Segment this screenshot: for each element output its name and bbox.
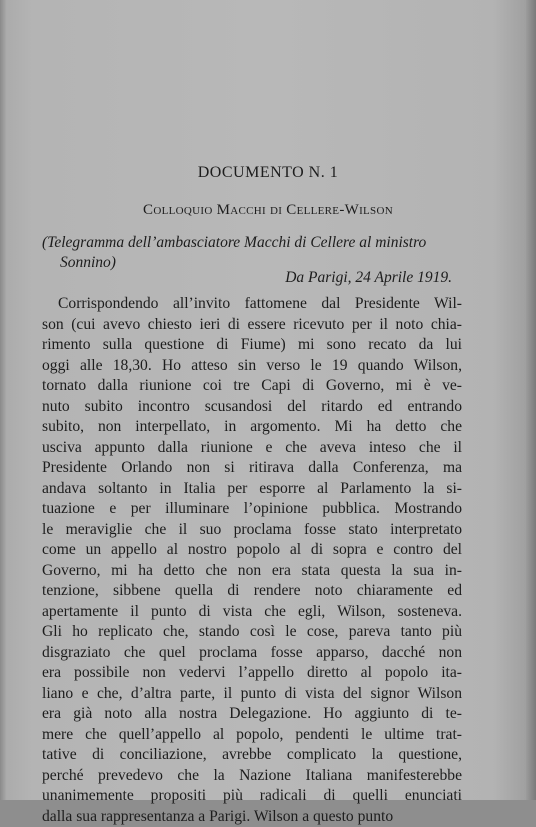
page-edge-shadow	[526, 0, 536, 800]
body-line: dalla sua rappresentanza a Parigi. Wilson a questo punto	[42, 807, 462, 827]
telegram-note-line-2: Sonnino)	[42, 253, 482, 273]
body-line: le meraviglie che il suo proclama fosse stato interpretato	[42, 520, 462, 541]
document-heading: DOCUMENTO N. 1	[0, 164, 536, 182]
body-line: era già noto alla nostra Delegazione. Ho aggiunto di te-	[42, 704, 462, 725]
body-line: rimento sulla questione di Fiume) mi sono recato da lui	[42, 335, 462, 356]
body-line: come un appello al nostro popolo al di sopra e contro del	[42, 540, 462, 561]
body-line: Presidente Orlando non si ritirava dalla Conferenza, ma	[42, 458, 462, 479]
body-line: Corrispondendo all’invito fattomene dal Presidente Wil-	[42, 294, 462, 315]
telegram-note	[42, 233, 482, 273]
body-line: tative di conciliazione, avrebbe complicato la questione,	[42, 745, 462, 766]
dateline: Da Parigi, 24 Aprile 1919.	[285, 269, 452, 287]
body-line: perché prevedevo che la Nazione Italiana manifesterebbe	[42, 766, 462, 787]
body-line: apertamente il punto di vista che egli, Wilson, sosteneva.	[42, 602, 462, 623]
body-line: disgraziato che quel proclama fosse apparso, dacché non	[42, 643, 462, 664]
body-line: son (cui avevo chiesto ieri di essere ricevuto per il noto chia-	[42, 315, 462, 336]
body-line: unanimemente propositi più radicali di quelli enunciati	[42, 786, 462, 807]
body-line: tenzione, sibbene quella di rendere noto chiaramente ed	[42, 581, 462, 602]
body-line: Governo, mi ha detto che non era stata questa la sua in-	[42, 561, 462, 582]
body-line: era possibile non vedervi l’appello diretto al popolo ita-	[42, 663, 462, 684]
body-line: mere che quell’appello al popolo, pendenti le ultime trat-	[42, 725, 462, 746]
body-line: andava soltanto in Italia per esporre al Parlamento la si-	[42, 479, 462, 500]
body-line: Gli ho replicato che, stando così le cose, pareva tanto più	[42, 622, 462, 643]
body-line: tuazione e per illuminare l’opinione pubblica. Mostrando	[42, 499, 462, 520]
body-paragraph	[42, 294, 462, 827]
body-line: subito, non interpellato, in argomento. Mi ha detto che	[42, 417, 462, 438]
body-line: nuto subito incontro scusandosi del ritardo ed entrando	[42, 397, 462, 418]
body-line: usciva appunto dalla riunione e che aveva inteso che il	[42, 438, 462, 459]
telegram-note-line-1: (Telegramma dell’ambasciatore Macchi di Cellere al ministro	[42, 234, 426, 251]
body-line: oggi alle 18,30. Ho atteso sin verso le 19 quando Wilson,	[42, 356, 462, 377]
body-line: liano e che, d’altra parte, il punto di vista del signor Wilson	[42, 684, 462, 705]
body-line: tornato dalla riunione coi tre Capi di Governo, mi è ve-	[42, 376, 462, 397]
page-gutter-shadow	[0, 0, 6, 800]
document-subheading: Colloquio Macchi di Cellere-Wilson	[0, 202, 536, 219]
